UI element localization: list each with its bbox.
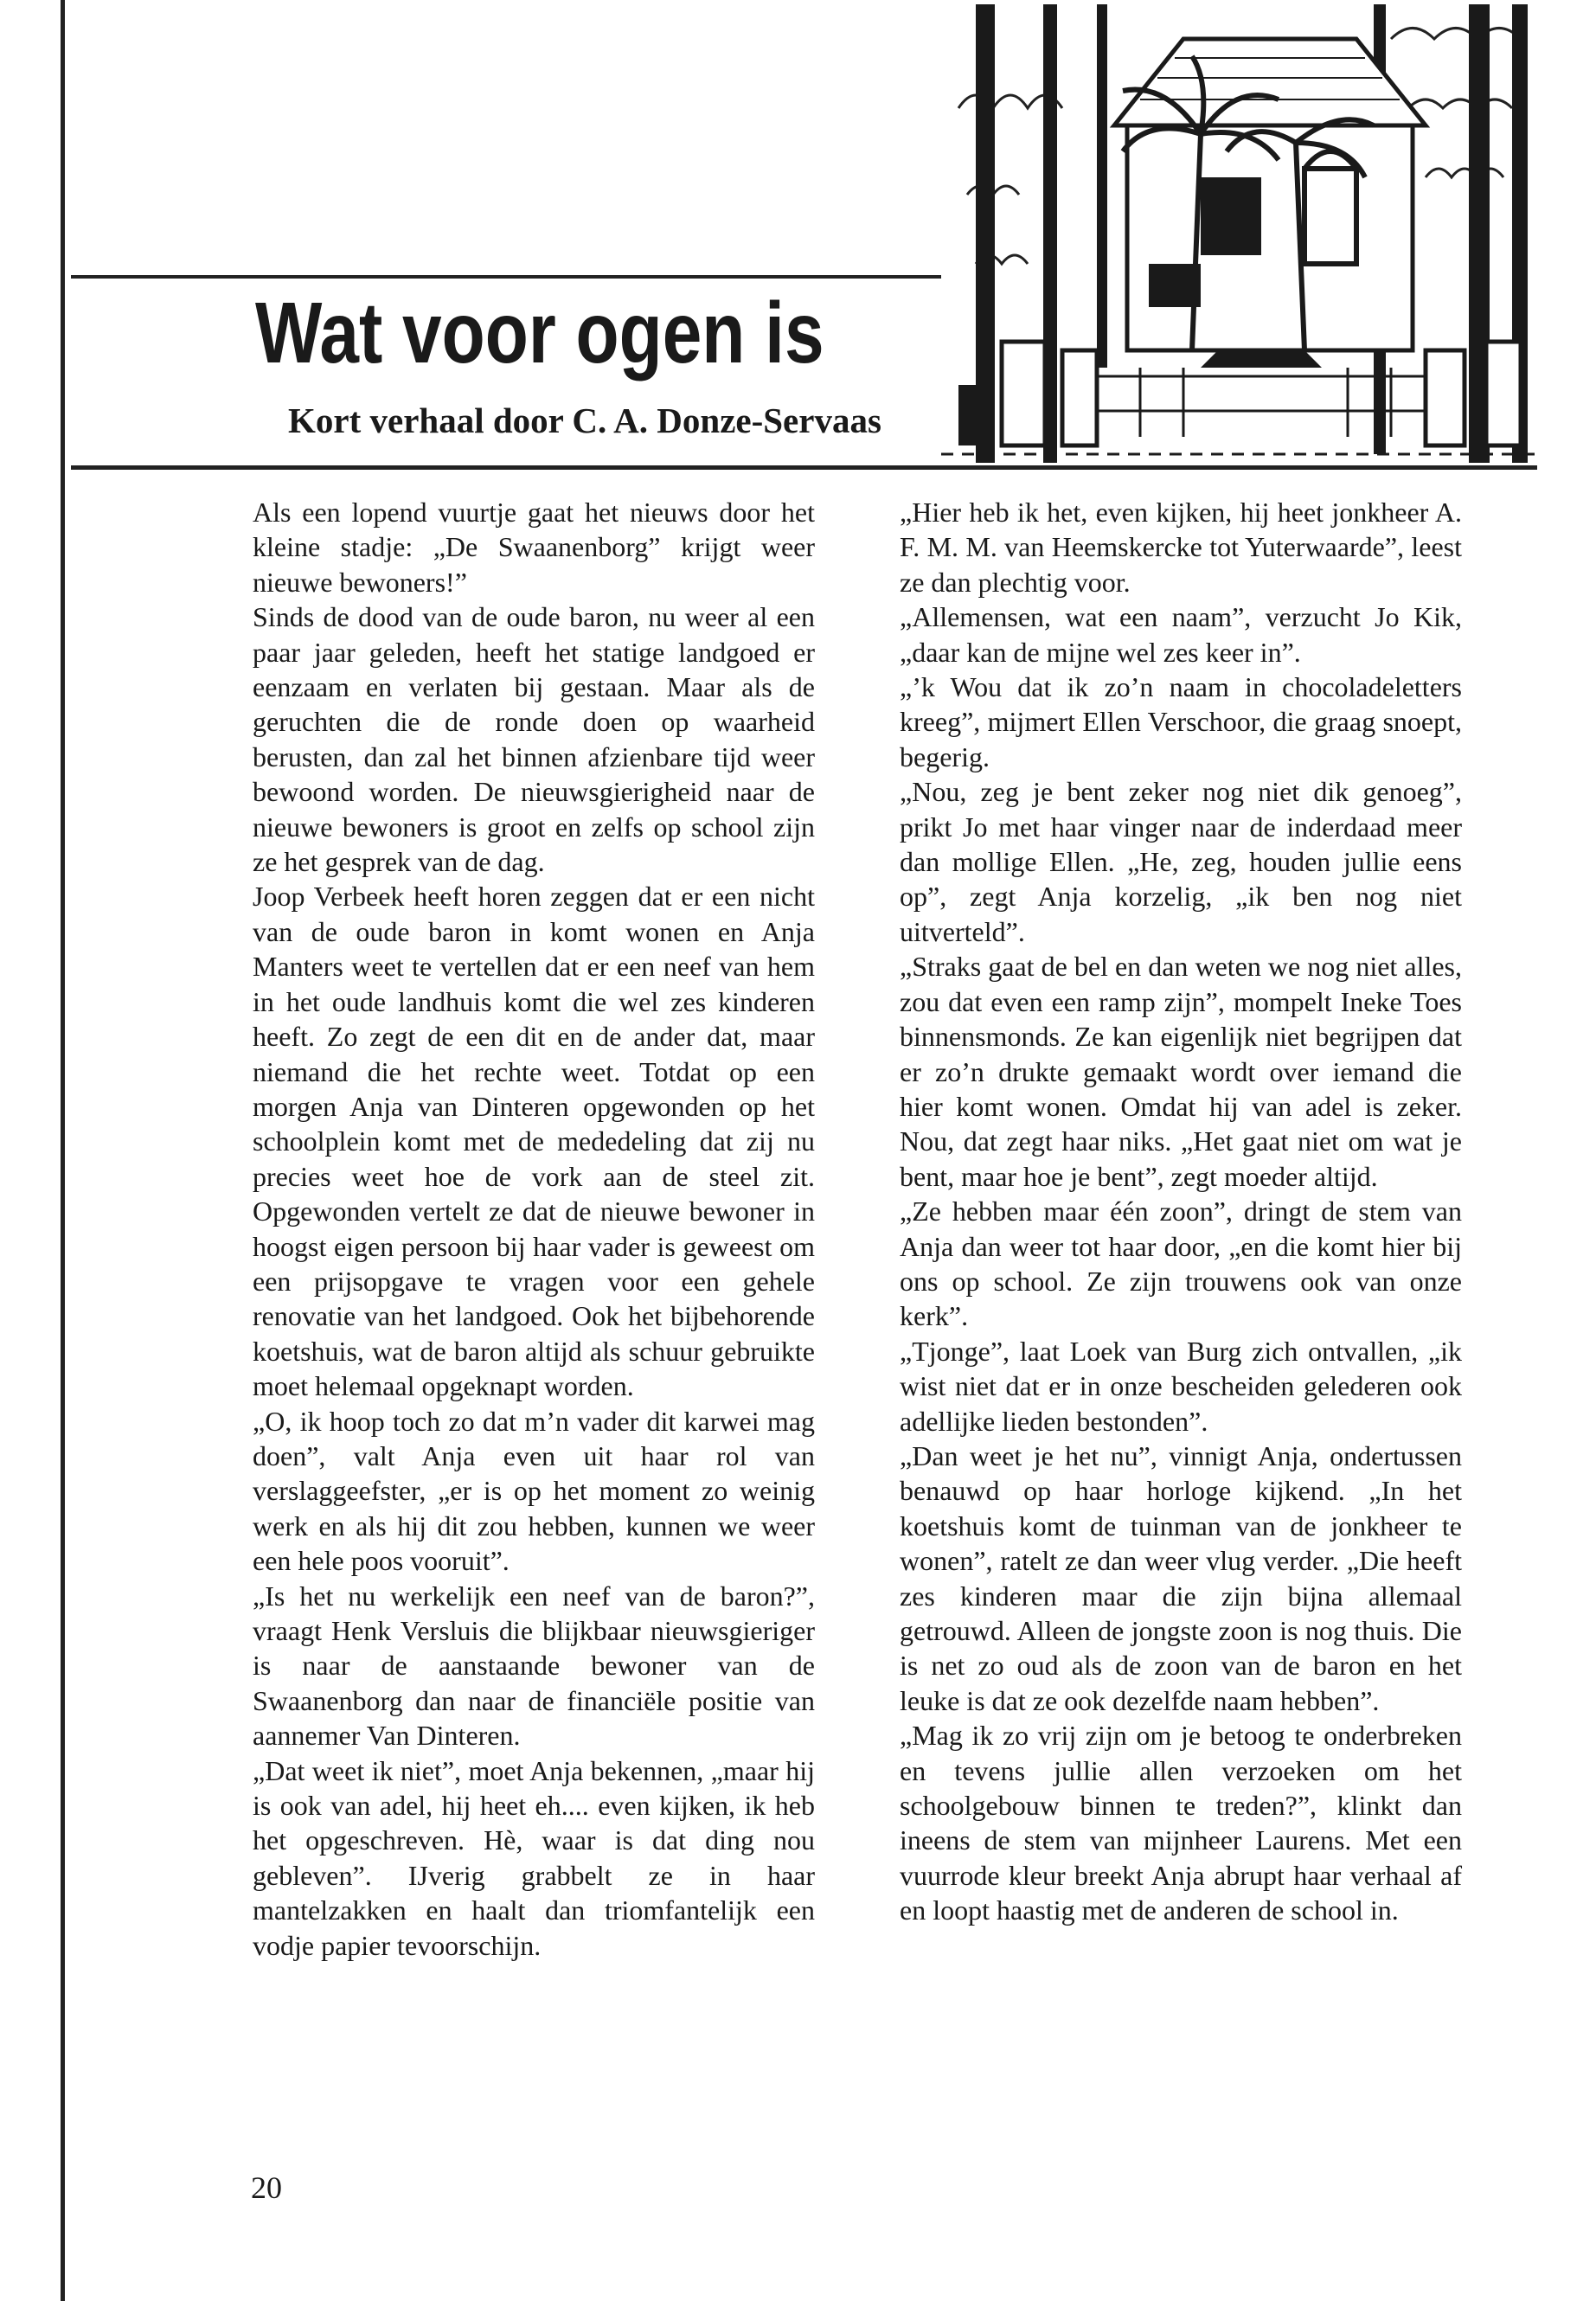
paragraph: „’k Wou dat ik zo’n naam in chocoladeletters kreeg”, mijmert Ellen Verschoor, die graag snoept, begerig.	[900, 671, 1462, 772]
paragraph: „Hier heb ik het, even kijken, hij heet jonkheer A. F. M. M. van Heemskercke tot Yuterwaarde”, leest ze dan plechtig voor.	[900, 497, 1462, 598]
article-byline: Kort verhaal door C. A. Donze-Servaas	[288, 401, 881, 440]
paragraph: „Is het nu werkelijk een neef van de baron?”, vraagt Henk Versluis die blijkbaar nieuwsgieriger is naar de aanstaande bewoner van de Swaanenborg dan naar de financiële positie van aannemer Van Dinteren.	[253, 1580, 815, 1752]
house-illustration	[941, 4, 1538, 463]
paragraph: „O, ik hoop toch zo dat m’n vader dit karwei mag doen”, valt Anja even uit haar rol van verslaggeefster, „er is op het moment zo weinig werk en als hij dit zou hebben, kunnen we weer een hele poos vooruit”.	[253, 1405, 815, 1577]
paragraph: Sinds de dood van de oude baron, nu weer al een paar jaar geleden, heeft het statige landgoed er eenzaam en verlaten bij gestaan. Maar als de geruchten die de ronde doen op waarheid berusten, dan zal het binnen afzienbare tijd weer bewoond worden. De nieuwsgierigheid naar de nieuwe bewoners is groot en zelfs op school zijn ze het gesprek van de dag.	[253, 601, 815, 878]
paragraph: „Nou, zeg je bent zeker nog niet dik genoeg”, prikt Jo met haar vinger naar de inderdaad meer dan mollige Ellen. „He, zeg, houden jullie eens op”, zegt Anja korzelig, „ik ben nog niet uitverteld”.	[900, 776, 1462, 947]
paragraph: Joop Verbeek heeft horen zeggen dat er een nicht van de oude baron in komt wonen en Anja Manters weet te vertellen dat er een neef van hem in het oude landhuis komt die wel zes kinderen heeft. Zo zegt de een dit en de ander dat, maar niemand die het rechte weet. Totdat op een morgen Anja van Dinteren opgewonden op het schoolplein komt met de mededeling dat zij nu precies weet hoe de vork aan de steel zit. Opgewonden vertelt ze dat de nieuwe bewoner in hoogst eigen persoon bij haar vader is geweest om een prijsopgave te vragen voor een gehele renovatie van het landgoed. Ook het bijbehorende koetshuis, wat de baron altijd als schuur gebruikte moet helemaal opgeknapt worden.	[253, 881, 815, 1402]
paragraph: „Dan weet je het nu”, vinnigt Anja, ondertussen benauwd op haar horloge kijkend. „In het koetshuis komt de tuinman van de jonkheer te wonen”, ratelt ze dan weer vlug verder. „Die heeft zes kinderen maar die zijn bijna allemaal getrouwd. Alleen de jongste zoon is nog thuis. Die is net zo oud als de zoon van de baron en het leuke is dat ze ook dezelfde naam hebben”.	[900, 1439, 1462, 1716]
paragraph: „Dat weet ik niet”, moet Anja bekennen, „maar hij is ook van adel, hij heet eh.... even kijken, ik heb het opgeschreven. Hè, waar is dat ding nou gebleven”. IJverig grabbelt ze in haar mantelzakken en haalt dan triomfantelijk een vodje papier tevoorschijn.	[253, 1754, 815, 1961]
text-column-left	[253, 495, 815, 1963]
header-rule-bottom	[71, 465, 1537, 470]
header-rule-top	[71, 275, 988, 279]
paragraph: „Tjonge”, laat Loek van Burg zich ontvallen, „ik wist niet dat er in onze bescheiden gelederen ook adellijke lieden bestonden”.	[900, 1335, 1462, 1437]
paragraph: „Mag ik zo vrij zijn om je betoog te onderbreken en tevens jullie allen verzoeken om het schoolgebouw binnen te treden?”, klinkt dan ineens de stem van mijnheer Laurens. Met een vuurrode kleur breekt Anja abrupt haar verhaal af en loopt haastig met de anderen de school in.	[900, 1720, 1462, 1926]
page-number: 20	[251, 2170, 282, 2205]
paragraph: „Straks gaat de bel en dan weten we nog niet alles, zou dat even een ramp zijn”, mompelt Ineke Toes binnensmonds. Ze kan eigenlijk niet begrijpen dat er zo’n drukte gemaakt wordt over iemand die hier komt wonen. Omdat hij van adel is zeker. Nou, dat zegt haar niks. „Het gaat niet om wat je bent, maar hoe je bent”, zegt moeder altijd.	[900, 951, 1462, 1192]
paragraph: Als een lopend vuurtje gaat het nieuws door het kleine stadje: „De Swaanenborg” krijgt weer nieuwe bewoners!”	[253, 497, 815, 598]
text-column-right	[900, 495, 1462, 1928]
page-edge-line	[61, 0, 65, 2301]
paragraph: „Allemensen, wat een naam”, verzucht Jo Kik, „daar kan de mijne wel zes keer in”.	[900, 601, 1462, 668]
article-title: Wat voor ogen is	[255, 285, 824, 381]
paragraph: „Ze hebben maar één zoon”, dringt de stem van Anja dan weer tot haar door, „en die komt hier bij ons op school. Ze zijn trouwens ook van onze kerk”.	[900, 1195, 1462, 1332]
